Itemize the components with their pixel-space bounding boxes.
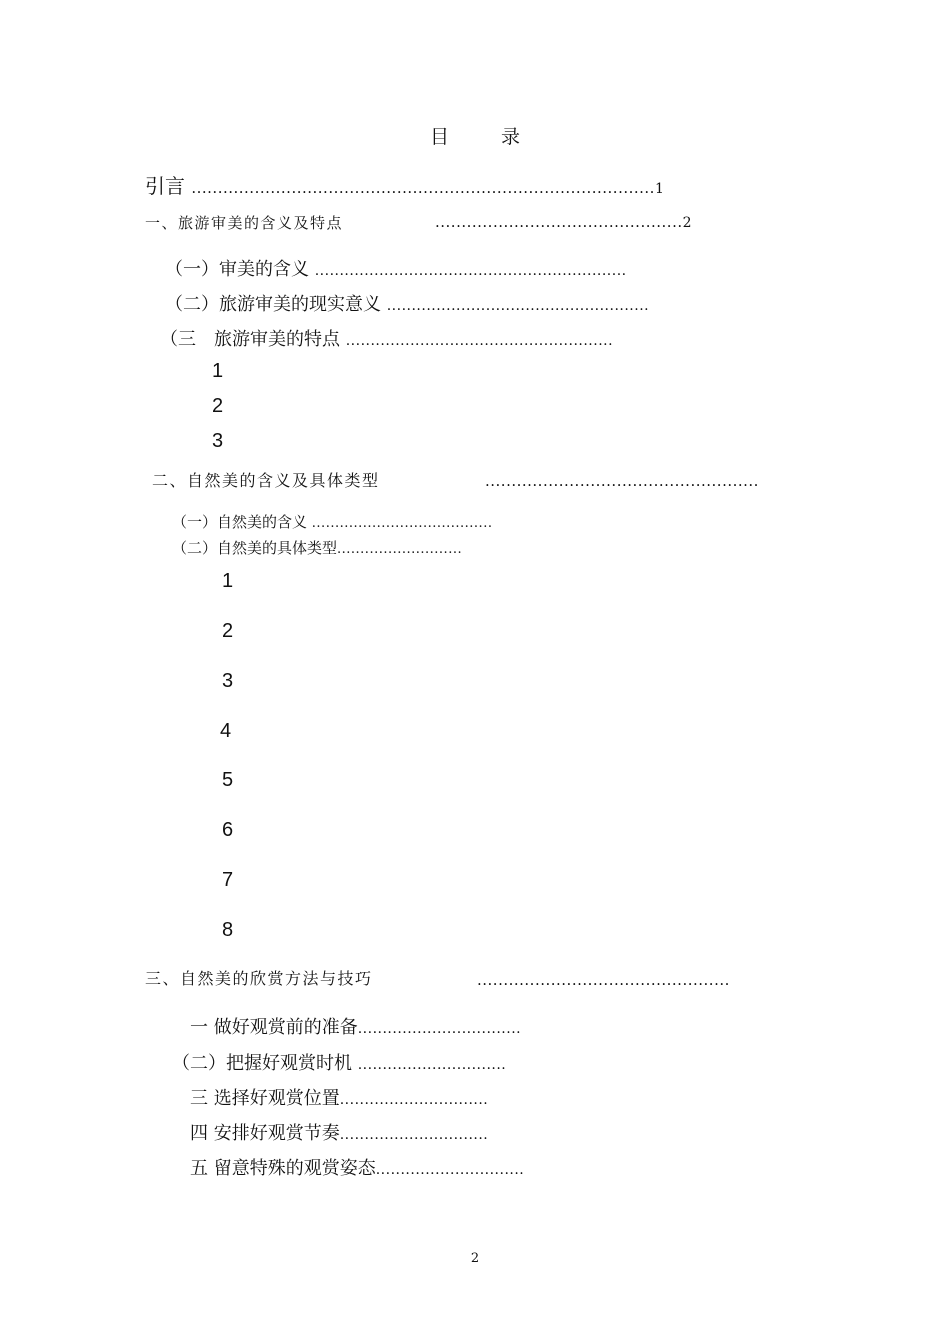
toc-item-number: 7 (222, 869, 234, 891)
toc-leader-dots: ............................................................... (314, 263, 627, 279)
toc-leader-dots: ................................................ (477, 971, 730, 989)
toc-label: （三 旅游审美的特点 (160, 329, 340, 350)
toc-leader-dots: .............................. (339, 1127, 489, 1143)
toc-label: （一）自然美的含义 (172, 513, 308, 531)
toc-item-number: 4 (220, 720, 232, 742)
toc-item-number: 3 (212, 430, 224, 452)
toc-leader-dots: ..................................................... (386, 298, 650, 314)
toc-entry-3-4[interactable] (190, 1119, 488, 1145)
page-title (0, 122, 950, 149)
toc-leader-dots: ....................................... (311, 516, 493, 531)
toc-page-number: 1 (654, 181, 664, 197)
toc-label: 一 做好观赏前的准备 (190, 1017, 358, 1038)
toc-entry-3-1[interactable] (190, 1013, 521, 1039)
toc-label: 五 留意特殊的观赏姿态 (190, 1158, 376, 1179)
toc-item-number: 8 (222, 919, 234, 941)
toc-entry-section-2-leader (485, 472, 759, 490)
toc-label: （二）把握好观赏时机 (172, 1053, 352, 1074)
toc-item-number: 2 (222, 620, 234, 642)
toc-label: 一、旅游审美的含义及特点 (145, 214, 344, 232)
toc-item-number: 3 (222, 670, 234, 692)
page-number-footer: 2 (470, 1251, 480, 1266)
toc-entry-1-3[interactable] (160, 325, 613, 351)
toc-item-number: 5 (222, 769, 234, 791)
toc-entry-section-2[interactable] (152, 468, 380, 491)
toc-label: 三、自然美的欣赏方法与技巧 (145, 969, 373, 988)
toc-page-number: 2 (682, 215, 692, 231)
toc-entry-section-3-leader (477, 971, 730, 989)
toc-entry-1-2[interactable] (165, 290, 649, 316)
toc-leader-dots: .................................................... (485, 472, 759, 490)
toc-entry-2-2[interactable] (172, 537, 462, 558)
toc-entry-section-1[interactable] (145, 212, 343, 233)
toc-entry-1-1[interactable] (165, 255, 627, 281)
title-char: 目 (429, 126, 449, 148)
toc-label: （二）旅游审美的现实意义 (165, 294, 381, 315)
toc-item-number: 1 (212, 360, 224, 382)
toc-label: 三 选择好观赏位置 (190, 1088, 340, 1109)
toc-entry-3-5[interactable] (190, 1154, 524, 1180)
toc-label: 引言 (145, 174, 185, 198)
toc-leader-dots: ................................. (357, 1021, 522, 1037)
toc-label: （一）审美的含义 (165, 259, 309, 280)
toc-leader-dots: .............................. (339, 1092, 489, 1108)
toc-leader-dots: ........................................................................................ (191, 179, 655, 197)
toc-label: （二）自然美的具体类型 (172, 539, 338, 557)
toc-leader-dots: .............................. (357, 1057, 507, 1073)
toc-item-number: 6 (222, 819, 234, 841)
toc-leader-dots: ............................................... (435, 213, 683, 231)
toc-label: 四 安排好观赏节奏 (190, 1123, 340, 1144)
title-char: 录 (501, 126, 521, 148)
toc-leader-dots: .............................. (375, 1162, 525, 1178)
toc-entry-section-1-leader (435, 213, 692, 231)
toc-label: 二、自然美的含义及具体类型 (152, 471, 380, 490)
toc-entry-3-3[interactable] (190, 1084, 488, 1110)
toc-leader-dots: ........................... (337, 542, 463, 557)
toc-leader-dots: ...................................................... (345, 333, 614, 349)
toc-entry-2-1[interactable] (172, 511, 492, 532)
toc-entry-3-2[interactable] (172, 1049, 506, 1075)
toc-item-number: 1 (222, 570, 234, 592)
toc-entry-intro[interactable] (145, 170, 664, 199)
toc-item-number: 2 (212, 395, 224, 417)
toc-entry-section-3[interactable] (145, 966, 373, 989)
